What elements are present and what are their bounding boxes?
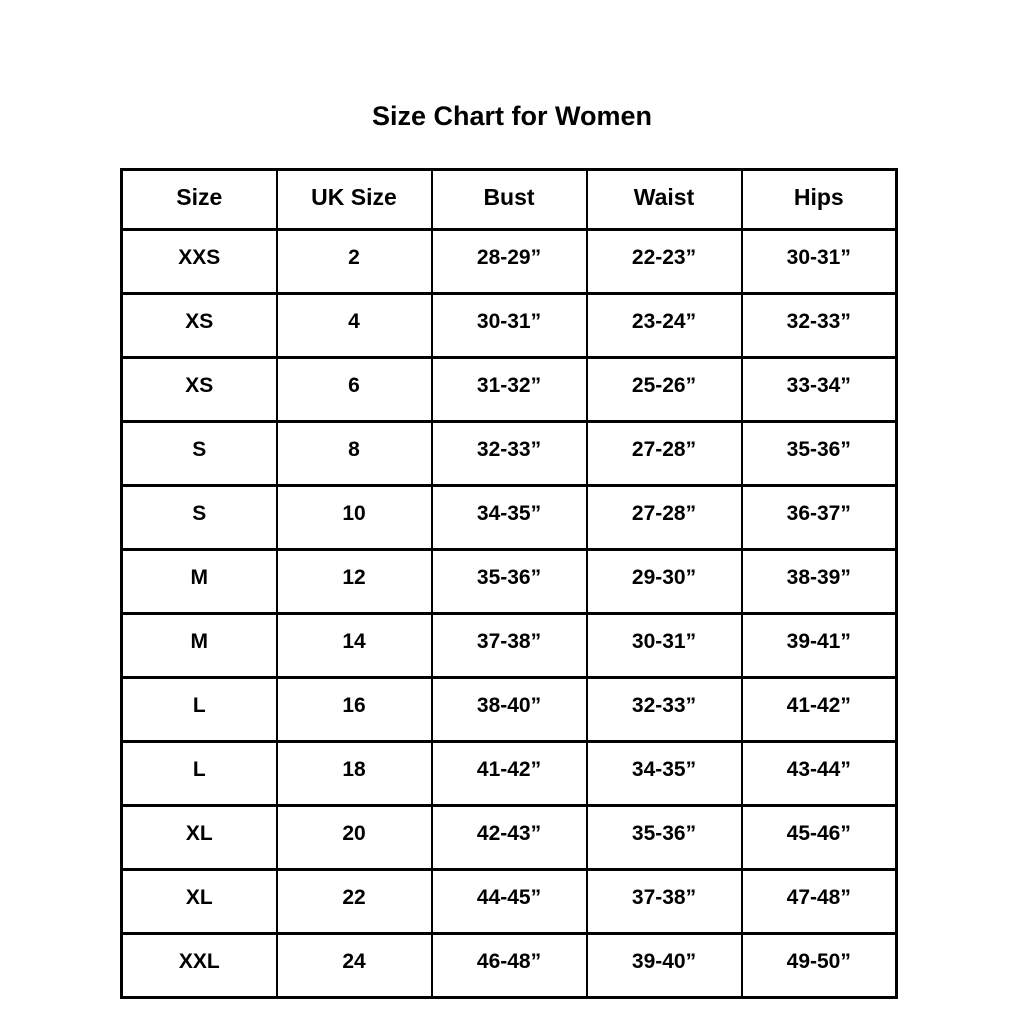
table-cell: 8: [277, 422, 432, 486]
table-cell: 6: [277, 358, 432, 422]
page-title: Size Chart for Women: [371, 101, 653, 131]
table-body: [122, 230, 897, 998]
table-cell: M: [122, 614, 277, 678]
table-row: [122, 870, 897, 934]
table-cell: 44-45”: [432, 870, 587, 934]
table-cell: 36-37”: [742, 486, 897, 550]
table-cell: 16: [277, 678, 432, 742]
table-cell: L: [122, 742, 277, 806]
table-cell: 4: [277, 294, 432, 358]
table-cell: L: [122, 678, 277, 742]
table-cell: XXS: [122, 230, 277, 294]
column-header: Bust: [432, 170, 587, 230]
column-header: Waist: [587, 170, 742, 230]
table-cell: 28-29”: [432, 230, 587, 294]
table-cell: 39-40”: [587, 934, 742, 998]
table-row: [122, 422, 897, 486]
table-row: [122, 294, 897, 358]
table-row: [122, 806, 897, 870]
table-cell: 42-43”: [432, 806, 587, 870]
table-cell: 24: [277, 934, 432, 998]
table-cell: 34-35”: [587, 742, 742, 806]
table-cell: 20: [277, 806, 432, 870]
table-cell: XS: [122, 294, 277, 358]
table-cell: 31-32”: [432, 358, 587, 422]
table-cell: 38-39”: [742, 550, 897, 614]
table-cell: 47-48”: [742, 870, 897, 934]
table-cell: 35-36”: [432, 550, 587, 614]
table-cell: 34-35”: [432, 486, 587, 550]
table-cell: 30-31”: [742, 230, 897, 294]
table-cell: 22-23”: [587, 230, 742, 294]
table-row: [122, 614, 897, 678]
table-row: [122, 678, 897, 742]
table-cell: 32-33”: [742, 294, 897, 358]
column-header: Size: [122, 170, 277, 230]
table-cell: S: [122, 486, 277, 550]
table-cell: 49-50”: [742, 934, 897, 998]
table-cell: 33-34”: [742, 358, 897, 422]
table-cell: 35-36”: [742, 422, 897, 486]
table-cell: M: [122, 550, 277, 614]
table-row: [122, 550, 897, 614]
column-header: UK Size: [277, 170, 432, 230]
table-cell: 25-26”: [587, 358, 742, 422]
table-cell: 37-38”: [587, 870, 742, 934]
table-cell: 23-24”: [587, 294, 742, 358]
table-cell: 37-38”: [432, 614, 587, 678]
table-cell: XL: [122, 806, 277, 870]
table-cell: 32-33”: [432, 422, 587, 486]
table-row: [122, 230, 897, 294]
table-cell: 30-31”: [587, 614, 742, 678]
size-chart-table: [120, 168, 898, 999]
table-cell: XS: [122, 358, 277, 422]
table-cell: 32-33”: [587, 678, 742, 742]
column-header: Hips: [742, 170, 897, 230]
table-cell: 30-31”: [432, 294, 587, 358]
table-cell: 12: [277, 550, 432, 614]
table-row: [122, 358, 897, 422]
table-cell: 43-44”: [742, 742, 897, 806]
table-cell: 10: [277, 486, 432, 550]
table-row: [122, 742, 897, 806]
table-cell: 18: [277, 742, 432, 806]
table-cell: 35-36”: [587, 806, 742, 870]
table-cell: XXL: [122, 934, 277, 998]
table-header-row: [122, 170, 897, 230]
table-row: [122, 934, 897, 998]
table-cell: 41-42”: [432, 742, 587, 806]
table-cell: 27-28”: [587, 486, 742, 550]
table-cell: 46-48”: [432, 934, 587, 998]
table-cell: 27-28”: [587, 422, 742, 486]
table-cell: S: [122, 422, 277, 486]
table-cell: XL: [122, 870, 277, 934]
table-cell: 41-42”: [742, 678, 897, 742]
table-cell: 2: [277, 230, 432, 294]
table-cell: 39-41”: [742, 614, 897, 678]
table-cell: 38-40”: [432, 678, 587, 742]
table-cell: 22: [277, 870, 432, 934]
table-cell: 14: [277, 614, 432, 678]
table-header: [122, 170, 897, 230]
table-cell: 29-30”: [587, 550, 742, 614]
table-row: [122, 486, 897, 550]
table-cell: 45-46”: [742, 806, 897, 870]
